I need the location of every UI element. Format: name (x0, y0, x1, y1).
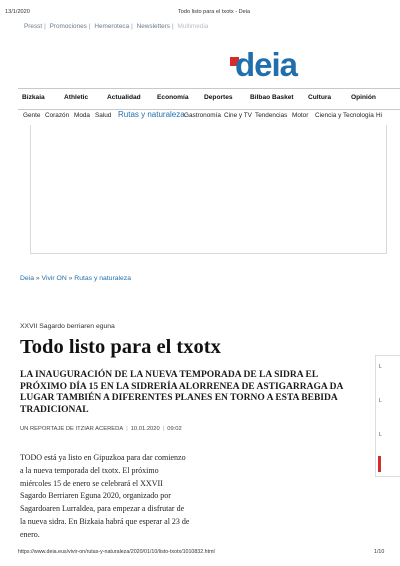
print-title: Todo listo para el txotx - Deia (178, 9, 251, 15)
nav-athletic[interactable]: Athletic (64, 94, 89, 101)
nav-deportes[interactable]: Deportes (204, 94, 233, 101)
side-widget-red-bar (378, 456, 381, 472)
article-title: Todo listo para el txotx (20, 336, 221, 358)
side-widget-mark: L (379, 432, 382, 438)
sub-nav (18, 110, 400, 124)
separator: | (126, 426, 128, 432)
subnav-motor[interactable]: Motor (292, 112, 309, 119)
top-link-multimedia[interactable]: Multimedia (177, 23, 209, 30)
top-link-promociones[interactable]: Promociones (49, 23, 87, 30)
nav-actualidad[interactable]: Actualidad (107, 94, 141, 101)
breadcrumb-separator: » (35, 275, 40, 282)
article-subtitle: LA INAUGURACIÓN DE LA NUEVA TEMPORADA DE LA SIDRA EL PRÓXIMO DÍA 15 EN LA SIDRERÍA ALORRENEA DE ASTIGARRAGA DA LUGAR TAMBIÉN A DIFERENTES PLANES EN TORNO A ESTA BEBIDA TRADICIONAL (20, 370, 343, 415)
subnav-ciencia-tecnologia[interactable]: Ciencia y Tecnología (315, 112, 374, 119)
side-widget-mark: L (379, 398, 382, 404)
article-byline (20, 426, 182, 432)
nav-economia[interactable]: Economía (157, 94, 189, 101)
top-link-hemeroteca[interactable]: Hemeroteca (94, 23, 130, 30)
byline-time: 09:02 (167, 426, 182, 432)
separator: | (162, 426, 165, 432)
subnav-hi[interactable]: Hi (376, 112, 383, 119)
ad-placeholder (30, 125, 387, 254)
breadcrumb-vivir-on[interactable]: Vivir ON (41, 275, 67, 282)
article-body: TODO está ya listo en Gipuzkoa para dar comienzo a la nueva temporada del txotx. El próximo miércoles 15 de enero se celebrará el XXVII Sagardo Berriaren Eguna 2020, organizado por Sagardoaren Lurraldea, para empezar a disfrutar de la nueva sidra. En Bizkaia habrá que esperar al 23 de enero. (20, 453, 190, 539)
nav-cultura[interactable]: Cultura (308, 94, 332, 101)
nav-opinion[interactable]: Opinión (351, 94, 376, 101)
subnav-moda[interactable]: Moda (74, 112, 90, 119)
subnav-corazon[interactable]: Corazón (45, 112, 70, 119)
print-footer-url: https://www.deia.eus/vivir-on/rutas-y-naturaleza/2020/01/10/listo-txotx/1010832.html (18, 549, 215, 555)
breadcrumb-separator: » (68, 275, 73, 282)
breadcrumb (20, 275, 131, 282)
side-widget[interactable] (375, 355, 400, 477)
nav-bizkaia[interactable]: Bizkaia (22, 94, 45, 101)
nav-bilbao-basket[interactable]: Bilbao Basket (250, 94, 294, 101)
subnav-salud[interactable]: Salud (95, 112, 112, 119)
byline-author: UN REPORTAJE DE ITZIAR ACEREDA (20, 426, 124, 432)
logo-text: deia (235, 46, 298, 83)
deia-logo[interactable] (230, 46, 310, 86)
print-date: 13/1/2020 (5, 9, 30, 15)
top-link-presst[interactable]: Presst (24, 23, 43, 30)
print-footer-page: 1/10 (374, 549, 385, 555)
subnav-rutas-naturaleza[interactable]: Rutas y naturaleza (118, 110, 185, 119)
separator: | (88, 23, 91, 30)
separator: | (44, 23, 46, 30)
main-nav (18, 88, 400, 110)
side-widget-mark: L (379, 364, 382, 370)
subnav-cine-tv[interactable]: Cine y TV (224, 112, 252, 119)
breadcrumb-deia[interactable]: Deia (20, 275, 34, 282)
top-links (24, 23, 208, 30)
subnav-gastronomia[interactable]: Gastronomía (184, 112, 221, 119)
top-link-newsletters[interactable]: Newsletters (136, 23, 170, 30)
subnav-tendencias[interactable]: Tendencias (255, 112, 288, 119)
breadcrumb-rutas[interactable]: Rutas y naturaleza (74, 275, 131, 282)
separator: | (131, 23, 133, 30)
article-kicker: XXVII Sagardo berriaren eguna (20, 323, 115, 330)
subnav-gente[interactable]: Gente (23, 112, 41, 119)
separator: | (171, 23, 174, 30)
byline-date: 10.01.2020 (130, 426, 160, 432)
